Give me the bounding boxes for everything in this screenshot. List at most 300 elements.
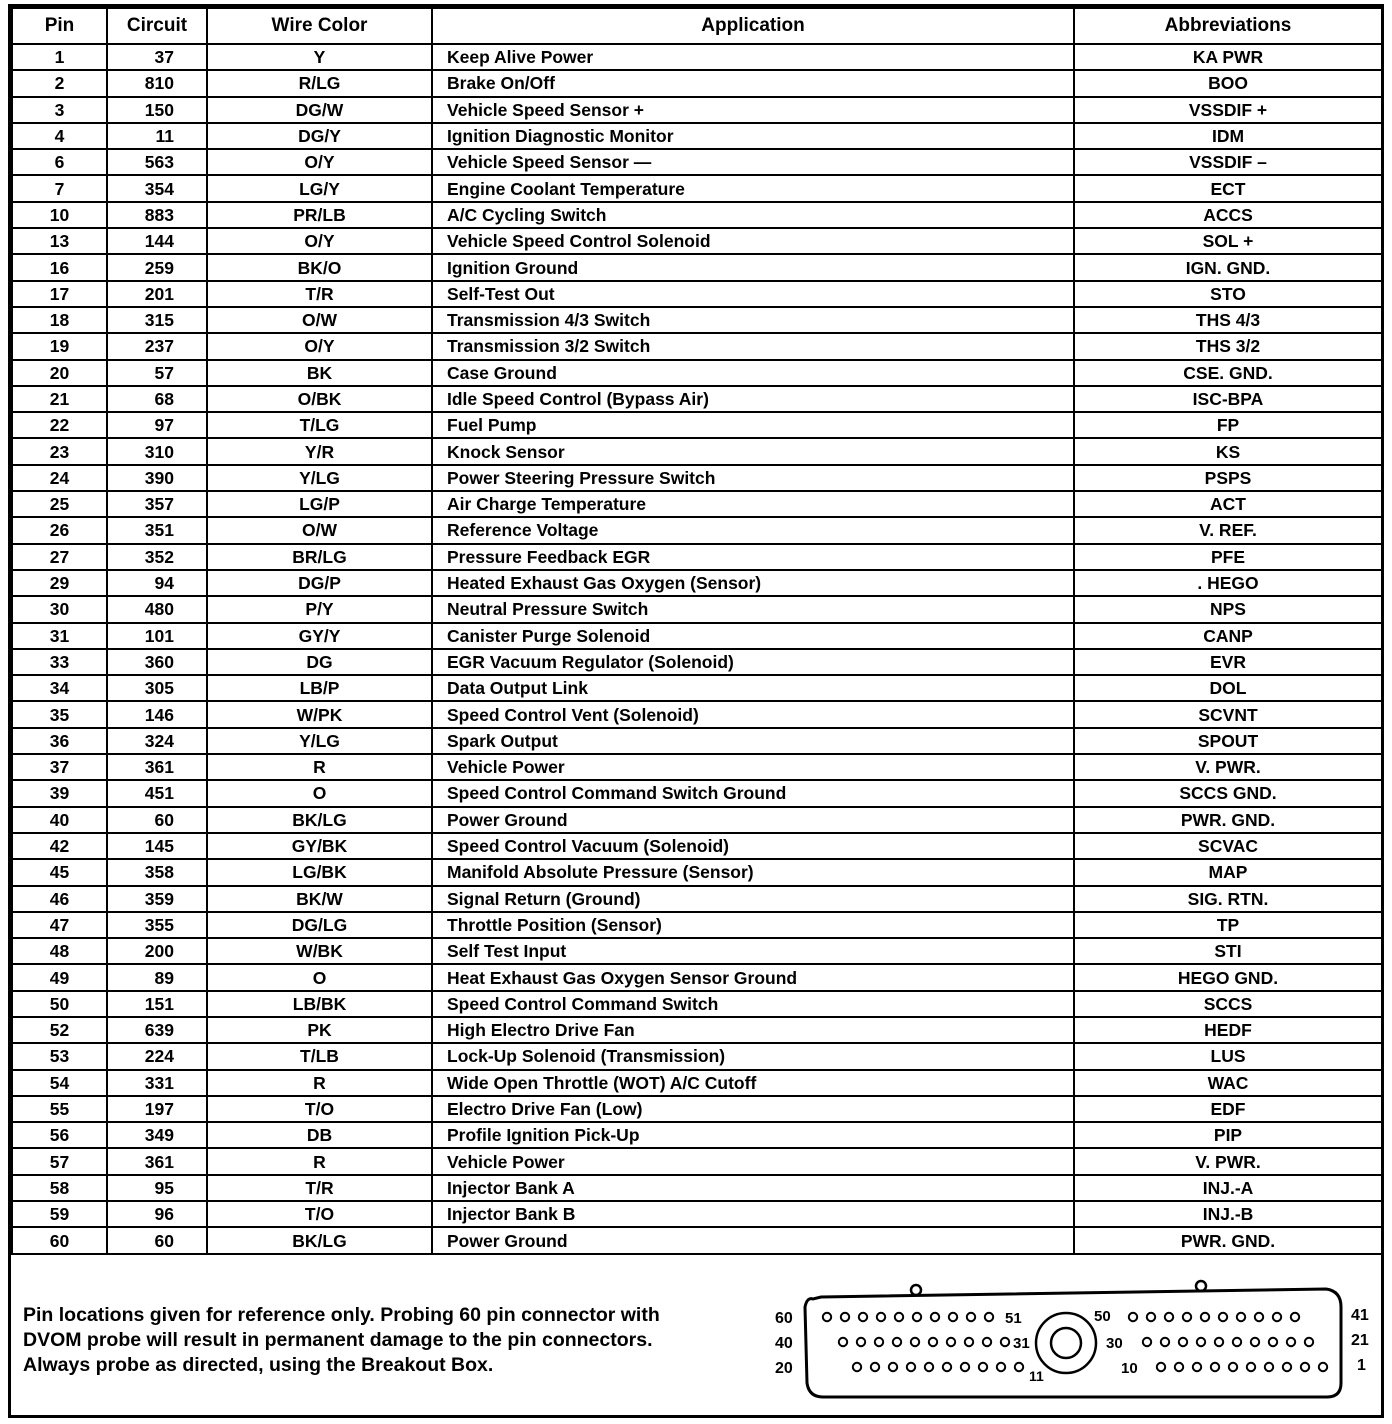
abbreviation-cell: SCCS GND. [1074,780,1382,806]
abbreviation-cell: VSSDIF + [1074,97,1382,123]
application-cell: Speed Control Vent (Solenoid) [432,701,1074,727]
wire-color-cell: LG/BK [207,859,432,885]
abbreviation-cell: PIP [1074,1122,1382,1148]
application-cell: Pressure Feedback EGR [432,544,1074,570]
connector-drawing [761,1261,1381,1411]
pin-hole [1287,1338,1295,1346]
pin-cell: 58 [12,1175,107,1201]
pin-cell: 25 [12,491,107,517]
center-bolt-inner [1051,1328,1081,1358]
table-row [12,1043,1382,1069]
circuit-cell: 324 [107,728,207,754]
wire-color-cell: DG/P [207,570,432,596]
pin-hole [907,1363,915,1371]
connector-label: 51 [1005,1310,1022,1327]
wire-color-cell: O [207,964,432,990]
wire-color-cell: BR/LG [207,544,432,570]
circuit-cell: 358 [107,859,207,885]
pin-hole [871,1363,879,1371]
pin-hole [1161,1338,1169,1346]
application-cell: Injector Bank A [432,1175,1074,1201]
wire-color-cell: O/W [207,307,432,333]
abbreviation-cell: IDM [1074,123,1382,149]
abbreviation-cell: EDF [1074,1096,1382,1122]
wire-color-cell: O [207,780,432,806]
circuit-cell: 146 [107,701,207,727]
pin-hole [1165,1313,1173,1321]
application-cell: Heated Exhaust Gas Oxygen (Sensor) [432,570,1074,596]
abbreviation-cell: HEDF [1074,1017,1382,1043]
pin-cell: 37 [12,754,107,780]
pin-hole [877,1313,885,1321]
pin-hole [1211,1363,1219,1371]
pinout-sheet [8,4,1384,1418]
wire-color-cell: DG/Y [207,123,432,149]
connector-label: 21 [1351,1332,1369,1349]
pin-hole [1183,1313,1191,1321]
table-row [12,596,1382,622]
pin-hole [893,1338,901,1346]
wire-color-cell: DB [207,1122,432,1148]
wire-color-cell: P/Y [207,596,432,622]
application-cell: Air Charge Temperature [432,491,1074,517]
table-row [12,570,1382,596]
application-cell: Throttle Position (Sensor) [432,912,1074,938]
application-cell: Power Ground [432,807,1074,833]
table-row [12,938,1382,964]
application-cell: Vehicle Speed Sensor — [432,149,1074,175]
table-row [12,517,1382,543]
circuit-cell: 480 [107,596,207,622]
pin-hole [1283,1363,1291,1371]
application-cell: Data Output Link [432,675,1074,701]
table-row [12,964,1382,990]
circuit-cell: 883 [107,202,207,228]
pin-hole [1251,1338,1259,1346]
pin-cell: 49 [12,964,107,990]
pin-hole [925,1363,933,1371]
abbreviation-cell: KS [1074,438,1382,464]
table-row [12,254,1382,280]
table-row [12,412,1382,438]
circuit-cell: 145 [107,833,207,859]
table-row [12,1201,1382,1227]
abbreviation-cell: THS 3/2 [1074,333,1382,359]
pin-cell: 56 [12,1122,107,1148]
circuit-cell: 361 [107,1148,207,1174]
circuit-cell: 68 [107,386,207,412]
pin-cell: 45 [12,859,107,885]
wire-color-cell: T/LB [207,1043,432,1069]
table-row [12,1148,1382,1174]
abbreviation-cell: TP [1074,912,1382,938]
application-cell: A/C Cycling Switch [432,202,1074,228]
application-cell: Heat Exhaust Gas Oxygen Sensor Ground [432,964,1074,990]
connector-label: 1 [1357,1357,1366,1374]
table-row [12,754,1382,780]
pin-hole [841,1313,849,1321]
wire-color-cell: T/LG [207,412,432,438]
table-row [12,544,1382,570]
application-cell: Signal Return (Ground) [432,886,1074,912]
pin-hole [1129,1313,1137,1321]
pin-hole [1157,1363,1165,1371]
wire-color-cell: GY/Y [207,623,432,649]
table-row [12,991,1382,1017]
pin-hole [857,1338,865,1346]
table-header-row [12,8,1382,44]
wire-color-cell: O/W [207,517,432,543]
table-row [12,281,1382,307]
pin-cell: 16 [12,254,107,280]
application-cell: Keep Alive Power [432,44,1074,70]
circuit-cell: 96 [107,1201,207,1227]
connector-label: 20 [775,1360,793,1377]
abbreviation-cell: SCVAC [1074,833,1382,859]
pin-cell: 35 [12,701,107,727]
wire-color-cell: DG [207,649,432,675]
pin-cell: 1 [12,44,107,70]
table-row [12,438,1382,464]
note-line: Pin locations given for reference only. Probing 60 pin connector with [23,1304,660,1326]
pin-cell: 26 [12,517,107,543]
application-cell: Engine Coolant Temperature [432,175,1074,201]
connector-label: 11 [1029,1368,1044,1384]
pin-cell: 4 [12,123,107,149]
pin-cell: 3 [12,97,107,123]
table-row [12,649,1382,675]
abbreviation-cell: BOO [1074,70,1382,96]
table-row [12,386,1382,412]
abbreviation-cell: DOL [1074,675,1382,701]
pin-hole [1229,1363,1237,1371]
wire-color-cell: PR/LB [207,202,432,228]
circuit-cell: 224 [107,1043,207,1069]
pin-hole [943,1363,951,1371]
wire-color-cell: LB/P [207,675,432,701]
application-cell: Profile Ignition Pick-Up [432,1122,1074,1148]
pin-holes [823,1313,1327,1371]
pin-hole [985,1313,993,1321]
application-cell: Self Test Input [432,938,1074,964]
connector-outline [805,1289,1341,1397]
circuit-cell: 201 [107,281,207,307]
application-cell: High Electro Drive Fan [432,1017,1074,1043]
wire-color-cell: O/Y [207,228,432,254]
circuit-cell: 151 [107,991,207,1017]
wire-color-cell: O/Y [207,149,432,175]
wire-color-cell: Y/LG [207,465,432,491]
pinout-table [11,7,1383,1255]
header-abbreviations: Abbreviations [1074,8,1382,44]
abbreviation-cell: EVR [1074,649,1382,675]
pin-hole [911,1338,919,1346]
application-cell: EGR Vacuum Regulator (Solenoid) [432,649,1074,675]
pin-hole [967,1313,975,1321]
application-cell: Knock Sensor [432,438,1074,464]
pin-cell: 54 [12,1070,107,1096]
pin-cell: 6 [12,149,107,175]
application-cell: Idle Speed Control (Bypass Air) [432,386,1074,412]
abbreviation-cell: PWR. GND. [1074,1227,1382,1253]
connector-label: 31 [1013,1335,1030,1352]
table-row [12,70,1382,96]
pin-hole [931,1313,939,1321]
application-cell: Case Ground [432,360,1074,386]
connector-label: 10 [1121,1360,1138,1377]
wire-color-cell: R [207,754,432,780]
connector-label: 60 [775,1310,793,1327]
pin-hole [997,1363,1005,1371]
abbreviation-cell: CANP [1074,623,1382,649]
abbreviation-cell: ACT [1074,491,1382,517]
table-row [12,1070,1382,1096]
wire-color-cell: T/R [207,281,432,307]
pin-hole [961,1363,969,1371]
table-row [12,123,1382,149]
circuit-cell: 315 [107,307,207,333]
application-cell: Vehicle Speed Control Solenoid [432,228,1074,254]
pin-hole [913,1313,921,1321]
abbreviation-cell: SIG. RTN. [1074,886,1382,912]
pin-hole [839,1338,847,1346]
pin-hole [875,1338,883,1346]
table-row [12,149,1382,175]
circuit-cell: 11 [107,123,207,149]
circuit-cell: 144 [107,228,207,254]
pin-cell: 50 [12,991,107,1017]
table-row [12,675,1382,701]
abbreviation-cell: SOL + [1074,228,1382,254]
application-cell: Transmission 4/3 Switch [432,307,1074,333]
table-row [12,97,1382,123]
table-row [12,780,1382,806]
application-cell: Brake On/Off [432,70,1074,96]
wire-color-cell: BK/O [207,254,432,280]
application-cell: Vehicle Speed Sensor + [432,97,1074,123]
connector-label: 40 [775,1335,793,1352]
pin-cell: 21 [12,386,107,412]
pin-hole [1147,1313,1155,1321]
abbreviation-cell: ACCS [1074,202,1382,228]
circuit-cell: 810 [107,70,207,96]
table-row [12,202,1382,228]
abbreviation-cell: PWR. GND. [1074,807,1382,833]
application-cell: Speed Control Vacuum (Solenoid) [432,833,1074,859]
pin-hole [1201,1313,1209,1321]
abbreviation-cell: STI [1074,938,1382,964]
wire-color-cell: DG/LG [207,912,432,938]
table-row [12,807,1382,833]
wire-color-cell: W/BK [207,938,432,964]
circuit-cell: 359 [107,886,207,912]
table-row [12,1175,1382,1201]
pin-hole [889,1363,897,1371]
wire-color-cell: LG/P [207,491,432,517]
pin-cell: 19 [12,333,107,359]
pin-hole [859,1313,867,1321]
application-cell: Self-Test Out [432,281,1074,307]
abbreviation-cell: CSE. GND. [1074,360,1382,386]
pin-hole [1219,1313,1227,1321]
wire-color-cell: T/R [207,1175,432,1201]
wire-color-cell: R [207,1070,432,1096]
reference-note [23,1303,743,1378]
pin-hole [1319,1363,1327,1371]
application-cell: Lock-Up Solenoid (Transmission) [432,1043,1074,1069]
circuit-cell: 357 [107,491,207,517]
table-body [12,44,1382,1254]
wire-color-cell: DG/W [207,97,432,123]
table-row [12,491,1382,517]
connector-diagram [761,1261,1381,1411]
application-cell: Wide Open Throttle (WOT) A/C Cutoff [432,1070,1074,1096]
abbreviation-cell: WAC [1074,1070,1382,1096]
table-row [12,701,1382,727]
pin-hole [1255,1313,1263,1321]
application-cell: Neutral Pressure Switch [432,596,1074,622]
table-row [12,912,1382,938]
pin-hole [1143,1338,1151,1346]
connector-label: 50 [1094,1308,1111,1325]
pin-cell: 31 [12,623,107,649]
abbreviation-cell: . HEGO [1074,570,1382,596]
pin-hole [823,1313,831,1321]
application-cell: Spark Output [432,728,1074,754]
pin-hole [949,1313,957,1321]
abbreviation-cell: V. REF. [1074,517,1382,543]
wire-color-cell: BK [207,360,432,386]
wire-color-cell: PK [207,1017,432,1043]
abbreviation-cell: THS 4/3 [1074,307,1382,333]
abbreviation-cell: INJ.-B [1074,1201,1382,1227]
circuit-cell: 305 [107,675,207,701]
table-row [12,833,1382,859]
abbreviation-cell: ISC-BPA [1074,386,1382,412]
table-row [12,333,1382,359]
abbreviation-cell: MAP [1074,859,1382,885]
table-row [12,1096,1382,1122]
pin-hole [1179,1338,1187,1346]
circuit-cell: 37 [107,44,207,70]
pin-hole [1305,1338,1313,1346]
table-row [12,859,1382,885]
header-pin: Pin [12,8,107,44]
pin-cell: 23 [12,438,107,464]
circuit-cell: 331 [107,1070,207,1096]
abbreviation-cell: KA PWR [1074,44,1382,70]
footer-section [11,1253,1381,1418]
abbreviation-cell: V. PWR. [1074,1148,1382,1174]
pin-hole [929,1338,937,1346]
header-wire-color: Wire Color [207,8,432,44]
pin-cell: 36 [12,728,107,754]
pin-cell: 47 [12,912,107,938]
circuit-cell: 57 [107,360,207,386]
pin-hole [979,1363,987,1371]
table-row [12,360,1382,386]
connector-key-tab [911,1285,921,1295]
application-cell: Reference Voltage [432,517,1074,543]
pin-hole [983,1338,991,1346]
abbreviation-cell: SPOUT [1074,728,1382,754]
pin-cell: 22 [12,412,107,438]
pin-hole [1197,1338,1205,1346]
pin-hole [1015,1363,1023,1371]
pin-cell: 39 [12,780,107,806]
wire-color-cell: T/O [207,1201,432,1227]
pin-cell: 29 [12,570,107,596]
table-row [12,44,1382,70]
wire-color-cell: Y [207,44,432,70]
pin-cell: 24 [12,465,107,491]
pin-cell: 7 [12,175,107,201]
application-cell: Speed Control Command Switch [432,991,1074,1017]
circuit-cell: 451 [107,780,207,806]
note-line: DVOM probe will result in permanent damage to the pin connectors. [23,1329,653,1351]
circuit-cell: 97 [107,412,207,438]
pin-hole [1175,1363,1183,1371]
application-cell: Ignition Ground [432,254,1074,280]
application-cell: Vehicle Power [432,754,1074,780]
circuit-cell: 354 [107,175,207,201]
pin-cell: 27 [12,544,107,570]
pin-cell: 13 [12,228,107,254]
abbreviation-cell: SCCS [1074,991,1382,1017]
table-row [12,465,1382,491]
table-row [12,1017,1382,1043]
circuit-cell: 150 [107,97,207,123]
application-cell: Power Ground [432,1227,1074,1253]
circuit-cell: 361 [107,754,207,780]
abbreviation-cell: LUS [1074,1043,1382,1069]
pin-hole [1247,1363,1255,1371]
application-cell: Power Steering Pressure Switch [432,465,1074,491]
pin-hole [1265,1363,1273,1371]
wire-color-cell: W/PK [207,701,432,727]
table-row [12,886,1382,912]
circuit-cell: 89 [107,964,207,990]
application-cell: Injector Bank B [432,1201,1074,1227]
wire-color-cell: Y/LG [207,728,432,754]
header-circuit: Circuit [107,8,207,44]
connector-label: 41 [1351,1307,1369,1324]
application-cell: Transmission 3/2 Switch [432,333,1074,359]
application-cell: Electro Drive Fan (Low) [432,1096,1074,1122]
wire-color-cell: GY/BK [207,833,432,859]
pin-cell: 59 [12,1201,107,1227]
note-line: Always probe as directed, using the Breakout Box. [23,1354,494,1376]
pin-cell: 57 [12,1148,107,1174]
pin-hole [895,1313,903,1321]
abbreviation-cell: V. PWR. [1074,754,1382,780]
abbreviation-cell: PSPS [1074,465,1382,491]
abbreviation-cell: VSSDIF – [1074,149,1382,175]
wire-color-cell: BK/LG [207,807,432,833]
circuit-cell: 259 [107,254,207,280]
circuit-cell: 563 [107,149,207,175]
pin-cell: 53 [12,1043,107,1069]
application-cell: Vehicle Power [432,1148,1074,1174]
pin-cell: 30 [12,596,107,622]
circuit-cell: 101 [107,623,207,649]
pin-cell: 40 [12,807,107,833]
wire-color-cell: Y/R [207,438,432,464]
abbreviation-cell: HEGO GND. [1074,964,1382,990]
pin-cell: 33 [12,649,107,675]
abbreviation-cell: IGN. GND. [1074,254,1382,280]
pin-cell: 52 [12,1017,107,1043]
